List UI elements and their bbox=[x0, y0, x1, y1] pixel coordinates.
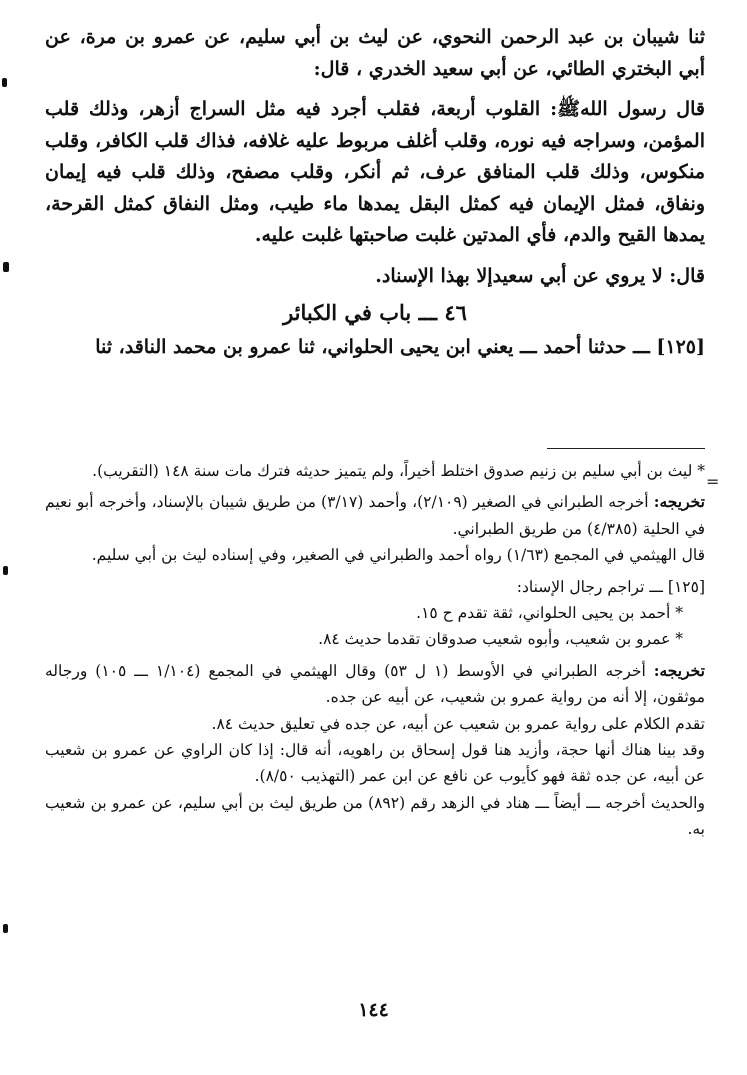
footnotes bbox=[45, 458, 705, 843]
scan-mark-left bbox=[2, 78, 7, 87]
note-takhrij-text: أخرجه الطبراني في الصغير (٢/١٠٩)، وأحمد (٣/١٧) من طريق شيبان بالإسناد، وأخرجه أبو نعيم في الحلية (٤/٣٨٥) من طريق الطبراني. bbox=[45, 493, 705, 538]
note-takhrij-label: تخريجه: bbox=[653, 660, 705, 680]
paragraph-comment: قال: لا يروي عن أبي سعيدإلا بهذا الإسناد. bbox=[375, 264, 705, 287]
scan-mark-right: = bbox=[706, 472, 720, 491]
paragraph-chain: ثنا شيبان بن عبد الرحمن النحوي، عن ليث بن أبي سليم، عن عمرو بن مرة، عن أبي البختري الطائي، عن أبي سعيد الخدري ، قال: bbox=[45, 26, 705, 80]
note-haythami: قال الهيثمي في المجمع (١/٦٣) رواه أحمد والطبراني في الصغير، وفي إسناده ليث بن أبي سليم. bbox=[91, 546, 705, 565]
chapter-heading: ٤٦ ـــ باب في الكبائر bbox=[283, 300, 467, 325]
note-takhrij-text: أخرجه الطبراني في الأوسط (١ ل ٥٣) وقال الهيثمي في المجمع (١/١٠٤ ـــ ١٠٥) ورجاله موثقون، إلا أنه من رواية عمرو بن شعيب، عن أبيه عن جده. bbox=[45, 661, 705, 707]
paragraph-hadith-text: قال رسول اللهﷺ: القلوب أربعة، فقلب أجرد فيه مثل السراج أزهر، وذلك قلب المؤمن، وسراجه فيه نوره، وقلب أغلف مربوط عليه غلافه، فذاك قلب الكافر، وقلب منكوس، وذلك قلب المنافق عرف، ثم أنكر، وقلب مصفح، وذلك قلب فيه إيمان ونفاق، فمثل الإيمان فيه كمثل البقل يمدها ماء طيب، ومثل النفاق كمثل القرحة، يمدها القيح والدم، فأي المدتين غلبت صاحبتها غلبت عليه. bbox=[45, 98, 705, 246]
scan-mark-left bbox=[3, 566, 8, 575]
note-narrator-layth: * ليث بن أبي سليم بن زنيم صدوق اختلط أخيراً، ولم يتميز حديثه فترك مات سنة ١٤٨ (التقريب). bbox=[92, 462, 705, 480]
note-takhrij-1 bbox=[45, 489, 705, 542]
note-takhrij-2 bbox=[45, 658, 705, 711]
note-hannad: والحديث أخرجه ـــ أيضاً ـــ هناد في الزهد رقم (٨٩٢) من طريق ليث بن أبي سليم، عن عمرو بن شعيب به. bbox=[45, 793, 705, 839]
note-ishaq-quote: وقد بينا هناك أنها حجة، وأزيد هنا قول إسحاق بن راهويه، أنه قال: إذا كان الراوي عن عمرو بن شعيب عن أبيه، عن جده ثقة فهو كأيوب عن نافع عن ابن عمر (التهذيب ٨/٥٠). bbox=[45, 741, 705, 786]
main-text bbox=[45, 22, 705, 364]
note-narrator-ahmad: * أحمد بن يحيى الحلواني، ثقة تقدم ح ١٥. bbox=[416, 604, 683, 623]
note-narrator-amr: * عمرو بن شعيب، وأبوه شعيب صدوقان تقدما حديث ٨٤. bbox=[318, 630, 683, 649]
note-narrators-heading: [١٢٥] ـــ تراجم رجال الإسناد: bbox=[516, 577, 705, 596]
scan-mark-left bbox=[3, 924, 8, 933]
note-previous-discussion: تقدم الكلام على رواية عمرو بن شعيب عن أبيه، عن جده في تعليق حديث ٨٤. bbox=[211, 714, 705, 733]
page-number: ١٤٤ bbox=[358, 999, 389, 1021]
note-takhrij-label: تخريجه: bbox=[653, 492, 705, 512]
scan-mark-left bbox=[3, 262, 9, 272]
paragraph-hadith-125: [١٢٥] ـــ حدثنا أحمد ـــ يعني ابن يحيى الحلواني، ثنا عمرو بن محمد الناقد، ثنا bbox=[95, 336, 705, 358]
footnote-separator bbox=[547, 448, 705, 449]
